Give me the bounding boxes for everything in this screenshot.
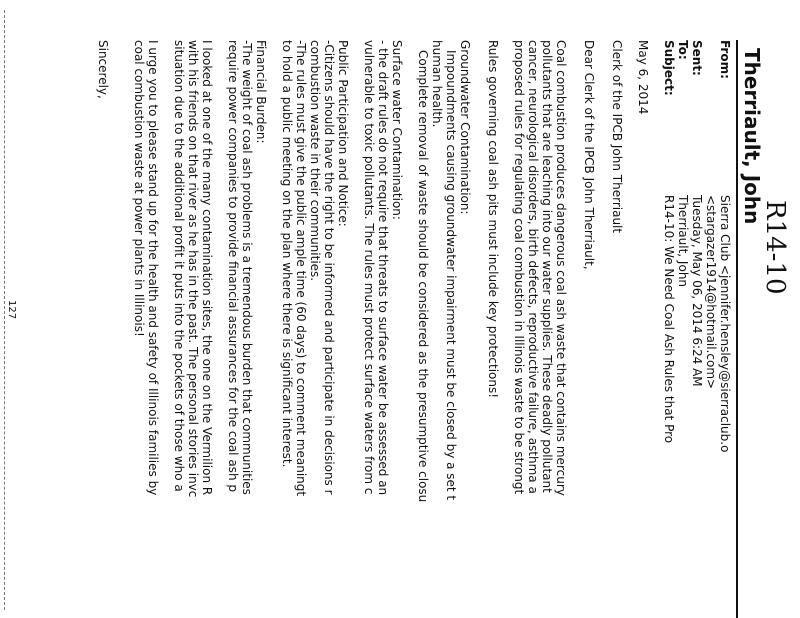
page-number: 127 <box>6 300 17 320</box>
groundwater-line2: human health. <box>430 40 444 128</box>
public-participation-title: Public Participation and Notice: <box>336 40 350 227</box>
financial-burden-title: Financial Burden: <box>254 40 268 144</box>
to-value: Therriault, John <box>676 195 690 288</box>
closing: Sincerely, <box>96 40 110 99</box>
para3-line1: I looked at one of the many contamination sites, the one on the Vermilion R <box>200 40 214 496</box>
surface-water-line2: vulnerable to toxic pollutants. The rules must protect surface waters from c <box>362 40 376 495</box>
public-participation-line4: to hold a public meeting on the plan where there is significant interest. <box>280 40 294 468</box>
para4-line2: coal combustion waste at power plants in Illinois! <box>132 40 146 337</box>
to-label: To: <box>676 40 690 60</box>
para1-line2: pollutants that are leaching into our water supplies. These deadly pollutant <box>540 40 554 493</box>
para1-line1: Coal combustion produces dangerous coal ash waste that contains mercury <box>554 40 568 496</box>
para2: Rules governing coal ash pits must include key protections! <box>486 40 500 399</box>
groundwater-title: Groundwater Contamination: <box>458 40 472 215</box>
financial-burden-line1: -The weight of coal ash problems is a tremendous burden that communities <box>240 40 254 495</box>
financial-burden-line2: require power companies to provide financial assurances for the coal ash p <box>226 40 240 492</box>
docket-number: R14-10 <box>760 200 790 295</box>
para4-line1: I urge you to please stand up for the health and safety of Illinois families by <box>146 40 160 496</box>
from-value: Sierra Club <jennifer.hensley@sierraclub.o <box>718 195 732 453</box>
header-rule <box>736 40 738 618</box>
subject-value: R14-10: We Need Coal Ash Rules that Pro <box>662 195 676 444</box>
surface-water-line1: - the draft rules do not require that threats to surface water be assessed an <box>376 40 390 496</box>
public-participation-line1: -Citizens should have the right to be informed and participate in decisions r <box>322 40 336 495</box>
surface-water-title: Surface water Contamination: <box>390 40 404 220</box>
para1-line4: proposed rules for regulating coal combustion in Illinois waste to be strongt <box>512 40 526 495</box>
groundwater-line3: Complete removal of waste should be considered as the presumptive closu <box>416 50 430 503</box>
subject-label: Subject: <box>662 40 676 96</box>
public-participation-line2: combustion waste in their communities. <box>308 40 322 282</box>
sent-label: Sent: <box>690 40 704 76</box>
sender-name: Therriault, John <box>740 48 764 225</box>
sent-value: Tuesday, May 06, 2014 6:24 AM <box>690 195 704 387</box>
greeting: Dear Clerk of the IPCB John Therriault, <box>582 40 596 270</box>
from-value-2: <stargazer1914@hotmail.com> <box>704 195 718 390</box>
groundwater-line1: Impoundments causing groundwater impairment must be closed by a set t <box>444 50 458 501</box>
letter-date: May 6, 2014 <box>636 40 650 115</box>
public-participation-line3: -The rules must give the public ample time (60 days) to comment meaningt <box>294 40 308 497</box>
para3-line3: situation due to the additional profit it puts into the pockets of those who a <box>172 40 186 492</box>
from-label: From: <box>718 40 732 79</box>
para1-line3: cancer, neurological disorders, birth defects, reproductive failure, asthma a <box>526 40 540 494</box>
recipient: Clerk of the IPCB John Therriault <box>610 40 624 234</box>
para3-line2: with his friends on that river as he has in the past. The personal stories invc <box>186 40 200 498</box>
